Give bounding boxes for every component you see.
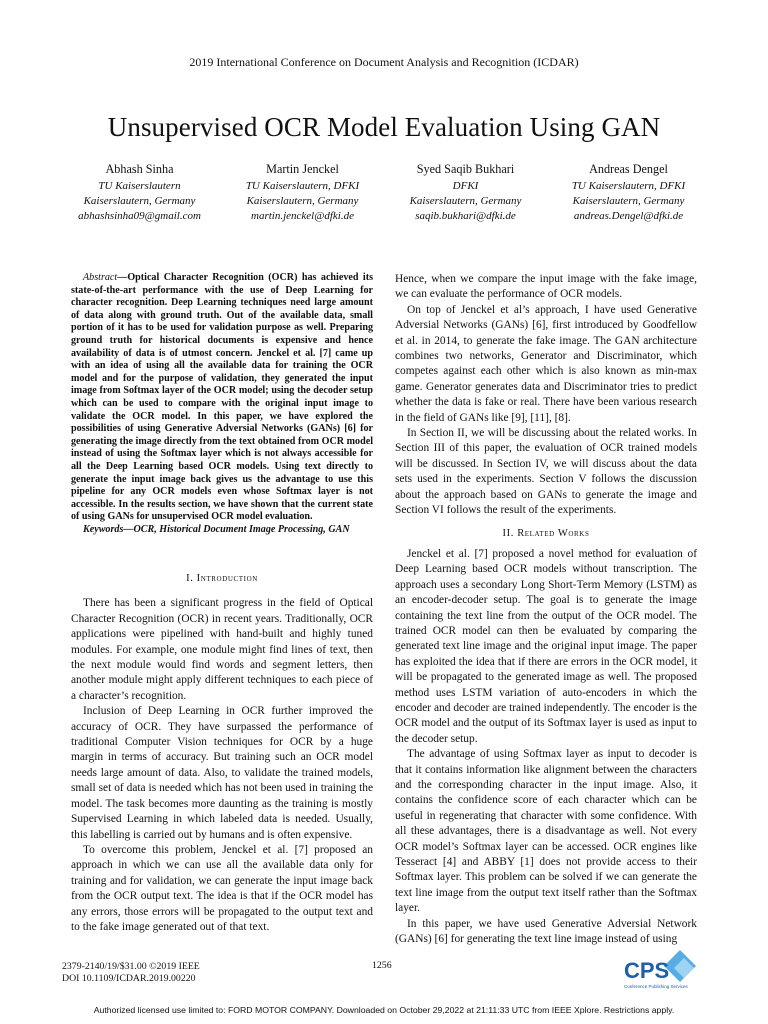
logo-text: CPS [624, 958, 670, 983]
right-column [395, 272, 697, 947]
author-affiliation: TU Kaiserslautern [98, 180, 181, 192]
cps-logo-icon [622, 948, 702, 994]
paper-title: Unsupervised OCR Model Evaluation Using GAN [107, 112, 661, 142]
abstract-lead: Abstract [83, 272, 118, 283]
author-name: Andreas Dengel [589, 162, 668, 176]
cps-logo [622, 948, 702, 994]
doi-line[interactable]: DOI 10.1109/ICDAR.2019.00220 [62, 972, 196, 984]
left-column-intro [71, 571, 373, 935]
abstract-body: —Optical Character Recognition (OCR) has achieved its state-of-the-art performance with the use of Deep Learning for character recognition. Deep Learning techniques need large amount of data along with ground truth. Out of the available data, small portion of it has to be used for validation purpose as well. Preparing ground truth for historical documents is expensive and hence availability of data is of utmost concern. Jenckel et al. [7] came up with an idea of using all the available data for training the OCR model and for the purpose of validation, they generated the input image from Softmax layer of the OCR model; using the decoder setup which can be used to compare with the original input image to validate the OCR model. In this paper, we have explored the possibilities of using Generative Adversial Networks (GANs) [6] for generating the image directly from the text obtained from OCR model instead of using the Softmax layer which is not always accessible for all the Deep Learning based OCR models. Using text directly to generate the input image back gives us the advantage to use this pipeline for any OCR models even whose Softmax layer is not accessible. In the results section, we have shown that the current state of using GANs for unsupervised OCR model evaluation. [71, 272, 373, 523]
related-paragraph: Jenckel et al. [7] proposed a novel method for evaluation of Deep Learning based OCR models without transcription. The approach uses a secondary Long Short-Term Memory (LSTM) as an encoder-decoder setup. The goal is to generate the image containing the text line from the output of the OCR model. The trained OCR model can then be evaluated by comparing the generated text line image and the original input image. The paper has exploited the idea that if there are errors in the OCR model, it will be propagated to the generated image as well. The proposed method uses LSTM variation of auto-encoders in which the encoder and decoder are trained independently. The encoder is the OCR model and the output of its Softmax layer is used as input to the decoder setup. [395, 547, 697, 745]
author-4 [551, 162, 706, 224]
page-number: 1256 [372, 960, 392, 971]
author-affiliation: TU Kaiserslautern, DFKI [245, 180, 360, 192]
body-paragraph: In Section II, we will be discussing about the related works. In Section III of this paper, the evaluation of OCR trained models will be discussed. In Section IV, we will discuss about the data sets used in the experiments. Section V follows the discussion about the approach based on GANs to generate the image and Section VI follows the result of the experiments. [395, 427, 697, 517]
author-location: Kaiserslautern, Germany [409, 195, 522, 207]
logo-subtext: Conference Publishing Services [624, 984, 688, 989]
author-block [62, 162, 706, 224]
section-heading-related-works: II. Related Works [502, 527, 590, 539]
related-paragraph: The advantage of using Softmax layer as input to decoder is that it contains information like alignment between the characters and the corresponding character in the input image. Also, it contains the confidence score of each character which can be useful in regenerating that character with some confidence. With all these advantages, there is a disadvantage as well. Not every OCR model’s Softmax layer can be accessed. OCR engines like Tesseract [4] and ABBY [1] does not provide access to their Softmax layer. This problem can be solved if we can generate the text line image from the output text itself rather than the Softmax layer. [395, 748, 697, 915]
conference-header: 2019 International Conference on Document Analysis and Recognition (ICDAR) [189, 55, 579, 69]
related-paragraph: In this paper, we have used Generative Adversial Network (GANs) [6] for generating the text line image instead of using [395, 917, 697, 946]
author-affiliation: DFKI [452, 180, 479, 192]
author-location: Kaiserslautern, Germany [83, 195, 196, 207]
abstract-text [71, 272, 373, 524]
author-2 [225, 162, 380, 224]
author-location: Kaiserslautern, Germany [246, 195, 359, 207]
author-email[interactable]: andreas.Dengel@dfki.de [573, 210, 684, 222]
author-affiliation: TU Kaiserslautern, DFKI [571, 180, 686, 192]
issn-line: 2379-2140/19/$31.00 ©2019 IEEE [62, 961, 200, 972]
section-heading-introduction: I. Introduction [186, 573, 258, 584]
intro-paragraph: There has been a significant progress in the field of Optical Character Recognition (OCR) in recent years. Traditionally, OCR applications were pipelined with hand-built and highly tuned modules. For example, one module might find lines of text, then the next module would find words and segment letters, then another module might apply different techniques to each piece of a character’s recognition. [71, 597, 373, 702]
author-1 [62, 162, 217, 224]
authorization-notice: Authorized licensed use limited to: FORD MOTOR COMPANY. Downloaded on October 29,2022 at 21:11:33 UTC from IEEE Xplore. Restrictions apply. [93, 1005, 675, 1015]
author-name: Syed Saqib Bukhari [416, 162, 515, 176]
author-3 [388, 162, 543, 224]
footer-identifiers [62, 961, 200, 984]
intro-paragraph: To overcome this problem, Jenckel et al. [7] proposed an approach in which we can use all the available data only for training and for validation, we can generate the input image back from the OCR output text. The idea is that if the OCR model has any errors, those errors will be propagated to the output text and to the fake image generated out of that text. [71, 843, 373, 933]
author-email[interactable]: martin.jenckel@dfki.de [251, 210, 354, 222]
author-name: Abhash Sinha [105, 162, 174, 176]
author-name: Martin Jenckel [266, 162, 339, 176]
author-email[interactable]: saqib.bukhari@dfki.de [415, 210, 516, 222]
keywords: Keywords—OCR, Historical Document Image Processing, GAN [83, 523, 350, 535]
abstract [71, 272, 373, 536]
author-email[interactable]: abhashsinha09@gmail.com [78, 210, 201, 222]
author-location: Kaiserslautern, Germany [572, 195, 685, 207]
body-paragraph: Hence, when we compare the input image with the fake image, we can evaluate the performance of OCR models. [395, 273, 697, 301]
intro-paragraph: Inclusion of Deep Learning in OCR further improved the accuracy of OCR. They have surpassed the performance of traditional Computer Vision techniques for OCR by a huge margin in terms of accuracy. But training such an OCR model needs large amount of data. Also, to validate the trained models, small set of data is needed which has not been used in training the model. The task becomes more daunting as the training is mostly Supervised Learning in which labeled data is needed. Usually, this labelling is carried out by humans and is often expensive. [71, 705, 373, 841]
body-paragraph: On top of Jenckel et al’s approach, I have used Generative Adversial Networks (GANs) [6], first introduced by Goodfellow et al. in 2014, to generate the fake image. The GAN architecture combines two networks, Generator and Discriminator, which competes against each other which is also known as min-max game. Generator generates data and Discriminator tries to predict whether the data is fake or real. There have been various research in the field of GANs like [9], [11], [8]. [395, 303, 697, 424]
